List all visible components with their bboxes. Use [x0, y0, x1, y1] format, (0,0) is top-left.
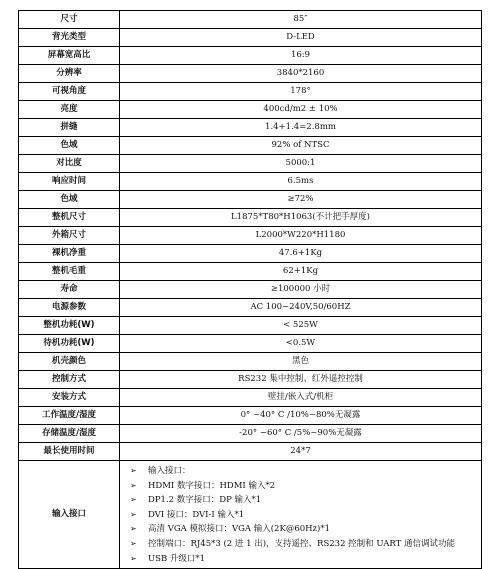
spec-row [19, 191, 482, 209]
list-item-text: 控制端口：RJ45*3 (2 进 1 出)，支持遥控、RS232 控制和 UART 通信调试功能 [148, 538, 456, 549]
spec-row [19, 47, 482, 65]
arrow-bullet-icon: ➢ [130, 495, 137, 505]
spec-label: 工作温度/湿度 [19, 407, 120, 425]
spec-value: AC 100~240V,50/60HZ [120, 299, 482, 317]
spec-row [19, 119, 482, 137]
arrow-bullet-icon: ➢ [130, 509, 137, 519]
spec-row [19, 281, 482, 299]
spec-value: ≥72% [120, 191, 482, 209]
spec-value: L1875*T80*H1063(不计把手厚度) [120, 209, 482, 227]
spec-value: -20° ~60° C /5%~90%无凝露 [120, 425, 482, 443]
spec-label: 色域 [19, 191, 120, 209]
spec-value: 0° ~40° C /10%~80%无凝露 [120, 407, 482, 425]
spec-value: 400cd/m2 ± 10% [120, 101, 482, 119]
input-ports-list [130, 464, 471, 566]
spec-label: 可视角度 [19, 83, 120, 101]
spec-value: 6.5ms [120, 173, 482, 191]
spec-label: 背光类型 [19, 29, 120, 47]
spec-label: 最长使用时间 [19, 443, 120, 461]
spec-value: < 525W [120, 317, 482, 335]
spec-row [19, 29, 482, 47]
spec-value: RS232 集中控制、红外遥控控制 [120, 371, 482, 389]
spec-row [19, 425, 482, 443]
list-item [130, 479, 471, 494]
input-ports-list-cell [120, 461, 482, 569]
list-item-text: DVI 接口：DVI-I 输入*1 [148, 509, 245, 520]
arrow-bullet-icon: ➢ [130, 553, 137, 563]
spec-value: 62+1Kg [120, 263, 482, 281]
spec-label: 控制方式 [19, 371, 120, 389]
spec-table-body [19, 11, 482, 569]
list-item-text: 输入接口： [148, 466, 191, 476]
list-item-text: HDMI 数字接口：HDMI 输入*2 [148, 480, 276, 491]
spec-value: <0.5W [120, 335, 482, 353]
spec-value: L2000*W220*H1180 [120, 227, 482, 245]
spec-value: 壁挂/嵌入式/机柜 [120, 389, 482, 407]
spec-label: 安装方式 [19, 389, 120, 407]
spec-label: 尺寸 [19, 11, 120, 29]
spec-value: 16:9 [120, 47, 482, 65]
spec-value: 47.6+1Kg [120, 245, 482, 263]
spec-row-input-ports [19, 461, 482, 569]
spec-row [19, 101, 482, 119]
spec-label: 屏幕宽高比 [19, 47, 120, 65]
spec-row [19, 155, 482, 173]
spec-label: 寿命 [19, 281, 120, 299]
spec-value: ≥100000 小时 [120, 281, 482, 299]
arrow-bullet-icon: ➢ [130, 538, 137, 548]
list-item [130, 522, 471, 537]
spec-row [19, 173, 482, 191]
list-item [130, 508, 471, 523]
spec-row [19, 317, 482, 335]
spec-row [19, 263, 482, 281]
spec-label: 色域 [19, 137, 120, 155]
spec-row [19, 407, 482, 425]
spec-label: 裸机净重 [19, 245, 120, 263]
spec-value: 5000:1 [120, 155, 482, 173]
spec-label: 整机毛重 [19, 263, 120, 281]
spec-label: 存储温度/湿度 [19, 425, 120, 443]
spec-row [19, 209, 482, 227]
arrow-bullet-icon: ➢ [130, 480, 137, 490]
list-item-text: DP1.2 数字接口：DP 输入*1 [148, 495, 262, 506]
spec-value: D-LED [120, 29, 482, 47]
spec-row [19, 227, 482, 245]
spec-row [19, 137, 482, 155]
arrow-bullet-icon: ➢ [130, 524, 137, 534]
spec-row [19, 353, 482, 371]
list-item [130, 464, 471, 479]
spec-value: 黑色 [120, 353, 482, 371]
spec-row [19, 65, 482, 83]
spec-row [19, 335, 482, 353]
spec-label: 电源参数 [19, 299, 120, 317]
list-item-text: USB 升级口*1 [148, 553, 206, 564]
spec-row [19, 245, 482, 263]
arrow-bullet-icon: ➢ [130, 466, 137, 475]
spec-row [19, 83, 482, 101]
spec-row [19, 371, 482, 389]
spec-row [19, 389, 482, 407]
spec-label: 输入接口 [19, 461, 120, 569]
spec-value: 24*7 [120, 443, 482, 461]
spec-value: 178° [120, 83, 482, 101]
spec-label: 整机尺寸 [19, 209, 120, 227]
list-item [130, 493, 471, 508]
spec-value: 85″ [120, 11, 482, 29]
spec-table [18, 10, 482, 569]
spec-label: 分辨率 [19, 65, 120, 83]
spec-label: 亮度 [19, 101, 120, 119]
spec-label: 整机功耗(W) [19, 317, 120, 335]
spec-row [19, 11, 482, 29]
spec-label: 外箱尺寸 [19, 227, 120, 245]
spec-label: 拼缝 [19, 119, 120, 137]
spec-value: 92% of NTSC [120, 137, 482, 155]
spec-row [19, 443, 482, 461]
spec-value: 1.4+1.4=2.8mm [120, 119, 482, 137]
list-item-text: 高清 VGA 模拟接口：VGA 输入(2K@60Hz)*1 [148, 524, 330, 535]
spec-label: 待机功耗(W) [19, 335, 120, 353]
spec-label: 对比度 [19, 155, 120, 173]
spec-label: 响应时间 [19, 173, 120, 191]
list-item [130, 537, 471, 552]
spec-value: 3840*2160 [120, 65, 482, 83]
spec-label: 机壳颜色 [19, 353, 120, 371]
spec-row [19, 299, 482, 317]
